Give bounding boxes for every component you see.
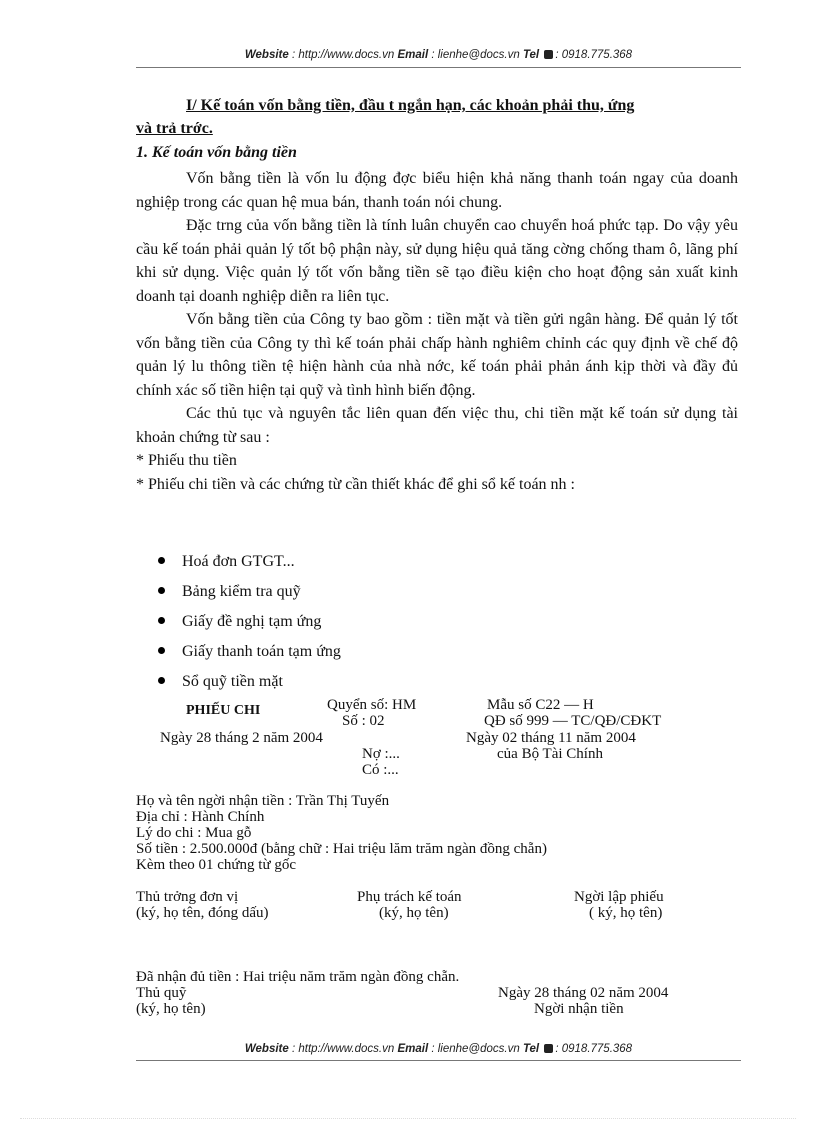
email-label: Email <box>397 1043 429 1055</box>
bullet-icon <box>158 677 165 684</box>
email-label: Email <box>397 49 429 61</box>
page-footer <box>136 1043 741 1055</box>
star-item: * Phiếu thu tiền <box>136 452 237 469</box>
list-item: Giấy đề nghị tạm ứng <box>158 613 321 631</box>
website-label: Website <box>244 1043 289 1055</box>
credit-account: Có :... <box>362 762 399 778</box>
address-line: Địa chỉ : Hành Chính <box>136 809 265 825</box>
form-code: Mẫu số C22 — H <box>487 697 594 713</box>
signature-note: (ký, họ tên) <box>379 905 449 921</box>
star-item: * Phiếu chi tiền và các chứng từ cần thiết khác để ghi sổ kế toán nh : <box>136 475 575 493</box>
page-header <box>136 49 741 61</box>
header-rule <box>136 67 741 68</box>
section-heading-line1: I/ Kế toán vốn bằng tiền, đầu t ngắn hạn, các khoản phải thu, ứng <box>186 97 635 114</box>
signature-title: Ngời lập phiếu <box>574 889 664 905</box>
recipient-line: Họ và tên ngời nhận tiền : Trần Thị Tuyến <box>136 793 390 809</box>
book-number: Quyển số: HM <box>327 697 417 713</box>
tel-number: : 0918.775.368 <box>555 49 633 61</box>
amount-line: Số tiền : 2.500.000đ (bằng chữ : Hai triệu lăm trăm ngàn đồng chẵn) <box>136 841 547 857</box>
bullet-icon <box>158 617 165 624</box>
paragraph: Vốn bằng tiền của Công ty bao gồm : tiền mặt và tiền gửi ngân hàng. Để quản lý tốt vốn bằng tiền của Công ty thì kế toán phải chấp hành nghiêm chỉnh các quy định về chế độ quản lý lu thông tiền tệ hiện hành của nhà nớc, kế toán phải phản ánh kịp thời và đầy đủ chính xác số tiền hiện tại quỹ và tình hình biến động. <box>136 311 738 399</box>
tel-label: Tel <box>522 49 540 61</box>
receiver-title: Ngời nhận tiền <box>534 1001 624 1017</box>
footer-rule <box>136 1060 741 1061</box>
bullet-icon <box>158 647 165 654</box>
subsection-heading: 1. Kế toán vốn bằng tiền <box>136 144 297 161</box>
treasurer-note: (ký, họ tên) <box>136 1001 206 1017</box>
ministry-label: của Bộ Tài Chính <box>497 746 603 762</box>
tel-number: : 0918.775.368 <box>555 1043 633 1055</box>
debit-account: Nợ :... <box>362 746 400 762</box>
signature-note: (ký, họ tên, đóng dấu) <box>136 905 269 921</box>
signature-title: Phụ trách kế toán <box>357 889 462 905</box>
bullet-icon <box>158 557 165 564</box>
phone-icon <box>544 1044 553 1053</box>
signature-note: ( ký, họ tên) <box>589 905 663 921</box>
list-item: Giấy thanh toán tạm ứng <box>158 643 341 661</box>
website-url[interactable]: : http://www.docs.vn <box>291 1043 395 1055</box>
email-address[interactable]: : lienhe@docs.vn <box>431 1043 520 1055</box>
decision-number: QĐ số 999 — TC/QĐ/CĐKT <box>484 713 662 729</box>
website-label: Website <box>244 49 289 61</box>
voucher-title: PHIẾU CHI <box>186 703 261 718</box>
section-heading-line2: và trả trớc. <box>136 120 213 137</box>
list-item: Sổ quỹ tiền mặt <box>158 673 283 691</box>
signature-title: Thủ trởng đơn vị <box>136 889 239 905</box>
tel-label: Tel <box>522 1043 540 1055</box>
decision-date: Ngày 02 tháng 11 năm 2004 <box>466 730 636 746</box>
website-url[interactable]: : http://www.docs.vn <box>291 49 395 61</box>
receipt-date: Ngày 28 tháng 02 năm 2004 <box>498 985 669 1001</box>
bullet-icon <box>158 587 165 594</box>
phone-icon <box>544 50 553 59</box>
email-address[interactable]: : lienhe@docs.vn <box>431 49 520 61</box>
reason-line: Lý do chi : Mua gỗ <box>136 825 252 841</box>
paragraph: Các thủ tục và nguyên tắc liên quan đến việc thu, chi tiền mặt kế toán sử dụng tài khoản chứng từ sau : <box>136 405 738 446</box>
attachment-line: Kèm theo 01 chứng từ gốc <box>136 857 296 873</box>
voucher-number: Số : 02 <box>342 713 385 729</box>
list-item: Bảng kiểm tra quỹ <box>158 583 301 601</box>
received-line: Đã nhận đủ tiền : Hai triệu năm trăm ngàn đồng chẵn. <box>136 969 460 985</box>
list-item: Hoá đơn GTGT... <box>158 553 295 571</box>
page-edge-divider <box>20 1118 796 1119</box>
treasurer-title: Thủ quỹ <box>136 985 187 1001</box>
body-text <box>136 167 738 496</box>
voucher-date: Ngày 28 tháng 2 năm 2004 <box>160 730 323 746</box>
paragraph: Đặc trng của vốn bằng tiền là tính luân chuyển cao chuyển hoá phức tạp. Do vậy yêu cầu kế toán phải quản lý tốt bộ phận này, sử dụng hiệu quả tăng cờng chống tham ô, lãng phí khi sử dụng. Việc quản lý tốt vốn bằng tiền sẽ tạo điều kiện cho hoạt động sản xuất kinh doanh tại doanh nghiệp diễn ra liên tục. <box>136 217 738 305</box>
paragraph: Vốn bằng tiền là vốn lu động đợc biểu hiện khả năng thanh toán ngay của doanh nghiệp trong các quan hệ mua bán, thanh toán nói chung. <box>136 170 738 211</box>
